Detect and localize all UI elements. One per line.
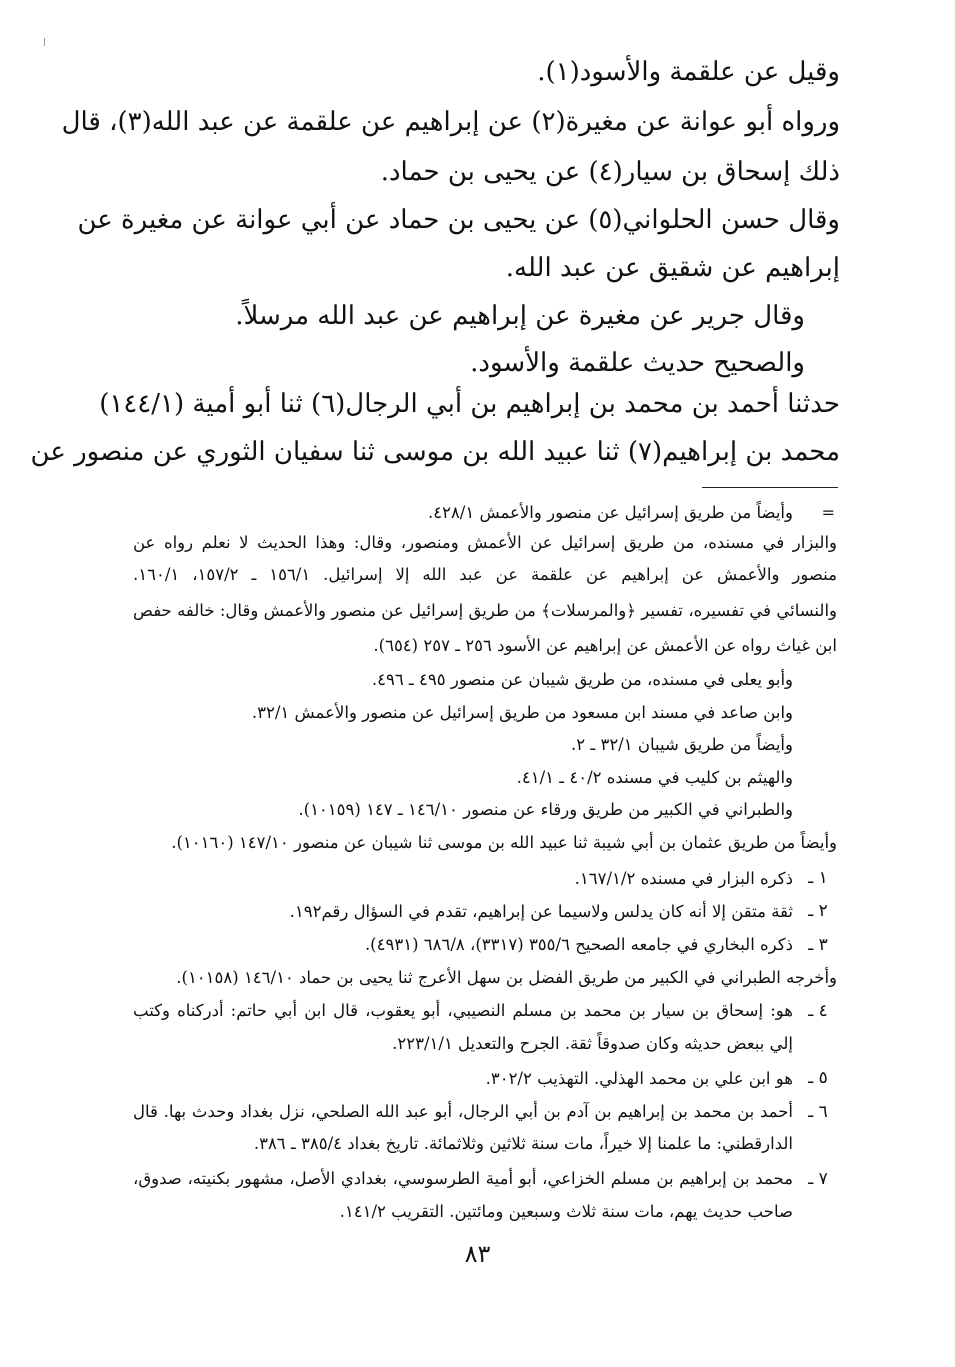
footnote-text: صاحب حديث يهم، مات سنة ثلاث وسبعين ومائتين. التقريب ١٤١/٢. bbox=[339, 1202, 793, 1221]
footnote-number: ٥ ـ bbox=[808, 1068, 828, 1088]
scan-mark bbox=[44, 38, 45, 46]
main-line: وقيل عن علقمة والأسود(١). bbox=[537, 57, 840, 87]
footnote-number: ٦ ـ bbox=[808, 1102, 828, 1122]
footnote-line: والبزار في مسنده، من طريق إسرائيل عن الأعمش ومنصور، وقال: وهذا الحديث لا نعلم رواه عن bbox=[133, 533, 837, 552]
footnote-text: إلي ببعض حديثه وكان صدوقاً ثقة. الجرح والتعديل ٢٢٣/١/١. bbox=[392, 1034, 793, 1053]
footnote-separator bbox=[702, 487, 838, 488]
main-line: ورواه أبو عوانة عن مغيرة(٢) عن إبراهيم عن علقمة عن عبد الله(٣)، قال bbox=[61, 107, 840, 137]
footnote-line: والهيثم بن كليب في مسنده ٤٠/٢ ـ ٤١/١. bbox=[516, 768, 793, 787]
footnote-number: ٧ ـ bbox=[808, 1169, 828, 1189]
footnote-text: ثقة متقن إلا أنه كان يدلس ولاسيما عن إبراهيم، تقدم في السؤال رقم١٩٢. bbox=[289, 902, 793, 921]
page-number: ٨٣ bbox=[464, 1240, 491, 1268]
main-line: ذلك إسحاق بن سيار(٤) عن يحيى بن حماد. bbox=[380, 157, 840, 187]
footnote-number: ٣ ـ bbox=[808, 935, 828, 955]
footnote-text: ذكره البخاري في جامعه الصحيح ٣٥٥/٦ (٣٣١٧)، ٦٨٦/٨ (٤٩٣١). bbox=[364, 935, 793, 954]
main-line: محمد بن إبراهيم(٧) ثنا عبيد الله بن موسى ثنا سفيان الثوري عن منصور عن bbox=[30, 437, 840, 467]
footnote-text: ذكره البزار في مسنده ١٦٧/١/٢. bbox=[574, 869, 793, 888]
main-line: وقال حسن الحلواني(٥) عن يحيى بن حماد عن أبي عوانة عن مغيرة عن bbox=[77, 205, 840, 235]
footnote-line: والطبراني في الكبير من طريق ورقاء عن منصور ١٤٦/١٠ ـ ١٤٧ (١٠١٥٩). bbox=[298, 800, 793, 819]
main-line: إبراهيم عن شقيق عن عبد الله. bbox=[505, 253, 840, 283]
footnote-text: هو: إسحاق بن سيار بن محمد بن مسلم النصيبي، أبو يعقوب، قال ابن أبي حاتم: أدركناه وكتب bbox=[133, 1001, 793, 1020]
footnote-line: وأبو يعلى في مسنده، من طريق شيبان عن منصور ٤٩٥ ـ ٤٩٦. bbox=[371, 670, 793, 689]
main-line: والصحيح حديث علقمة والأسود. bbox=[470, 348, 805, 378]
footnote-text: الدارقطني: ما علمنا إلا خيراً، مات سنة ثلاثين وثلاثمائة. تاريخ بغداد ٣٨٥/٤ ـ ٣٨٦. bbox=[253, 1134, 793, 1153]
footnote-line: وأيضاً من طريق إسرائيل عن منصور والأعمش ٤٢٨/١. bbox=[427, 503, 793, 522]
footnote-number: ١ ـ bbox=[808, 868, 828, 888]
footnote-line: وابن صاعد في مسند ابن مسعود من طريق إسرائيل عن منصور والأعمش ٣٢/١. bbox=[251, 703, 793, 722]
footnote-line: منصور والأعمش عن إبراهيم عن علقمة عن عبد الله إلا إسرائيل. ١٥٦/١ ـ ١٥٧/٢، ١٦٠/١. bbox=[133, 565, 837, 584]
footnote-line: ابن غياث رواه عن الأعمش عن إبراهيم عن الأسود ٢٥٦ ـ ٢٥٧ (٦٥٤). bbox=[373, 636, 837, 655]
main-line: وقال جرير عن مغيرة عن إبراهيم عن عبد الله مرسلاً. bbox=[235, 301, 805, 331]
footnote-text: أحمد بن محمد بن إبراهيم بن آدم بن أبي الرجال، أبو عبد الله الصلحي، نزل بغداد وحدث بها. قال bbox=[133, 1102, 793, 1121]
footnote-text: وأخرجه الطبراني في الكبير من طريق الفضل بن سهل الأعرج ثنا يحيى بن حماد ١٤٦/١٠ (١٠١٥٨). bbox=[176, 968, 837, 987]
footnote-text: هو ابن علي بن محمد الهذلي. التهذيب ٣٠٢/٢. bbox=[485, 1069, 793, 1088]
footnote-number: ٤ ـ bbox=[808, 1001, 828, 1021]
continuation-marker: = bbox=[821, 503, 835, 522]
footnote-text: محمد بن إبراهيم بن مسلم الخزاعي، أبو أمية الطرسوسي، بغدادي الأصل، مشهور بكنيته، صدوق، bbox=[133, 1169, 793, 1188]
footnote-line: وأيضاً من طريق شيبان ٣٢/١ ـ ٢. bbox=[571, 735, 793, 754]
footnote-line: وأيضاً من طريق عثمان بن أبي شيبة ثنا عبيد الله بن موسى ثنا شيبان عن منصور ١٤٧/١٠ (١٠١٦٠). bbox=[171, 833, 837, 852]
main-line: حدثنا أحمد بن محمد بن إبراهيم بن أبي الرجال(٦) ثنا أبو أمية (١٤٤/١) bbox=[99, 389, 840, 419]
footnote-number: ٢ ـ bbox=[808, 901, 828, 921]
footnote-line: والنسائي في تفسيره، تفسير ﴿والمرسلات﴾ من طريق إسرائيل عن منصور والأعمش وقال: خالفه حفص bbox=[133, 601, 837, 620]
